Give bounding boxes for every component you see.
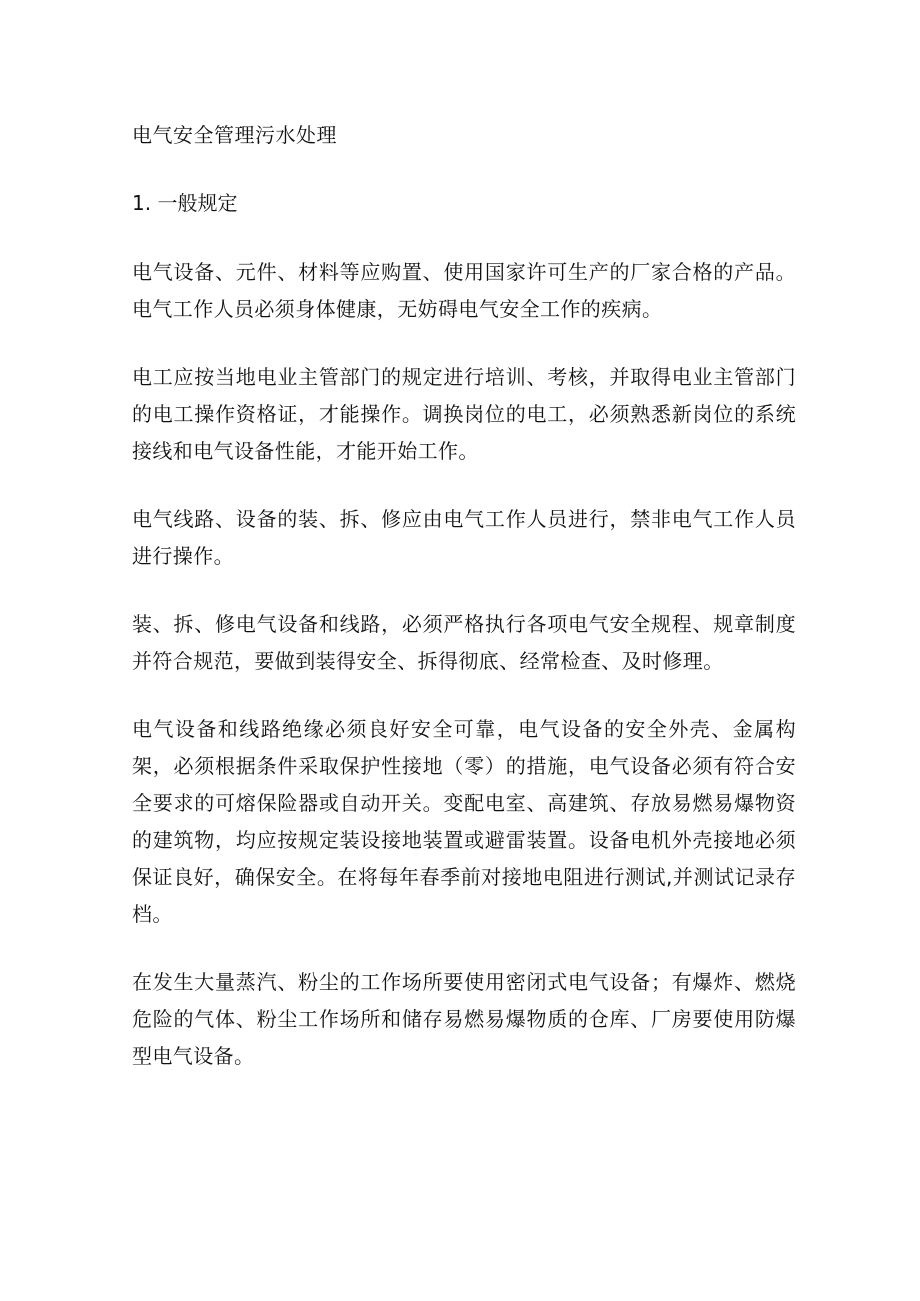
document-title: 电气安全管理污水处理 <box>132 123 337 147</box>
paragraph-3: 电气线路、设备的装、拆、修应由电气工作人员进行，禁非电气工作人员进行操作。 <box>132 507 796 568</box>
paragraph-5: 电气设备和线路绝缘必须良好安全可靠，电气设备的安全外壳、金属构架，必须根据条件采取保护性接地（零）的措施，电气设备必须有符合安全要求的可熔保险器或自动开关。变配电室、高建筑、存放易燃易爆物资的建筑物，均应按规定装设接地装置或避雷装置。设备电机外壳接地必须保证良好，确保安全。在将每年春季前对接地电阻进行测试,并测试记录存档。 <box>132 717 796 926</box>
section-heading: 1. 一般规定 <box>132 191 238 215</box>
paragraph-6: 在发生大量蒸汽、粉尘的工作场所要使用密闭式电气设备；有爆炸、燃烧危险的气体、粉尘工作场所和储存易燃易爆物质的仓库、厂房要使用防爆型电气设备。 <box>132 970 796 1068</box>
paragraph-2: 电工应按当地电业主管部门的规定进行培训、考核，并取得电业主管部门的电工操作资格证，才能操作。调换岗位的电工，必须熟悉新岗位的系统接线和电气设备性能，才能开始工作。 <box>132 365 796 463</box>
document-body <box>132 118 796 1106</box>
paragraph-4: 装、拆、修电气设备和线路，必须严格执行各项电气安全规程、规章制度并符合规范，要做到装得安全、拆得彻底、经常检查、及时修理。 <box>132 612 796 673</box>
paragraph-1: 电气设备、元件、材料等应购置、使用国家许可生产的厂家合格的产品。电气工作人员必须身体健康，无妨碍电气安全工作的疾病。 <box>132 260 796 321</box>
